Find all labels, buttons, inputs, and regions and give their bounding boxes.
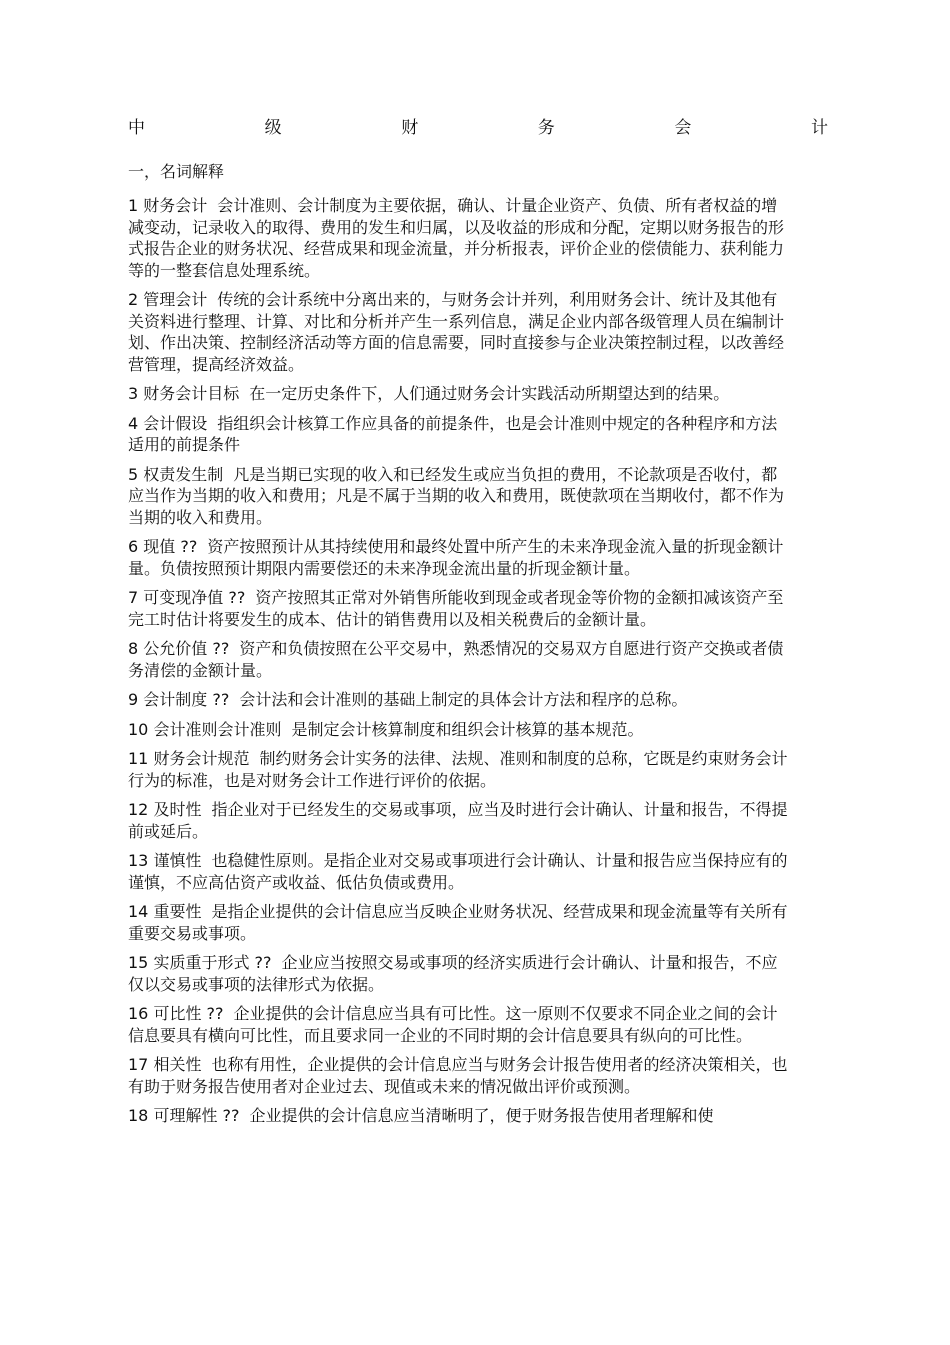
- entry-term: 3 财务会计目标: [128, 384, 240, 403]
- entry-definition: 企业提供的会计信息应当清晰明了，便于财务报告使用者理解和使: [249, 1106, 714, 1125]
- entry-term: 16 可比性 ??: [128, 1004, 224, 1023]
- entry-term: 1 财务会计: [128, 196, 208, 215]
- entry-term: 4 会计假设: [128, 413, 208, 433]
- entry-term: 6 现值 ??: [128, 537, 198, 556]
- definition-entry: [128, 952, 793, 995]
- entry-term: 9 会计制度 ??: [128, 690, 230, 709]
- entry-term: 2 管理会计: [128, 290, 208, 309]
- entry-definition: 在一定历史条件下，人们通过财务会计实践活动所期望达到的结果。: [249, 384, 730, 403]
- title-char: 计: [810, 118, 828, 138]
- entry-definition: 会计法和会计准则的基础上制定的具体会计方法和程序的总称。: [239, 690, 688, 709]
- document-title: [128, 116, 828, 140]
- entry-term: 10 会计准则会计准则: [128, 719, 282, 739]
- definition-entry: [128, 748, 793, 791]
- entry-definition: 指企业对于已经发生的交易或事项，应当及时进行会计确认、计量和报告，不得提前或延后。: [128, 800, 788, 841]
- definition-entry: [128, 901, 793, 944]
- entry-definition: 也稳健性原则。是指企业对交易或事项进行会计确认、计量和报告应当保持应有的谨慎，不应高估资产或收益、低估负债或费用。: [128, 851, 788, 892]
- entry-term: 15 实质重于形式 ??: [128, 953, 272, 972]
- definition-entry: [128, 799, 793, 842]
- entry-definition: 凡是当期已实现的收入和已经发生或应当负担的费用，不论款项是否收付，都应当作为当期的收入和费用；凡是不属于当期的收入和费用，既使款项在当期收付，都不作为当期的收入和费用。: [128, 464, 785, 527]
- title-char: 会: [674, 118, 692, 138]
- entry-term: 14 重要性: [128, 902, 202, 921]
- entry-definition: 资产按照其正常对外销售所能收到现金或者现金等价物的金额扣减该资产至完工时估计将要发生的成本、估计的销售费用以及相关税费后的金额计量。: [128, 588, 784, 629]
- entry-definition: 是指企业提供的会计信息应当反映企业财务状况、经营成果和现金流量等有关所有重要交易或事项。: [128, 902, 788, 943]
- definition-entry: [128, 689, 793, 711]
- entry-definition: 资产按照预计从其持续使用和最终处置中所产生的未来净现金流入量的折现金额计量。负债按照预计期限内需要偿还的未来净现金流出量的折现金额计量。: [128, 537, 784, 578]
- title-char: 级: [264, 118, 282, 138]
- entry-definition: 传统的会计系统中分离出来的，与财务会计并列，利用财务会计、统计及其他有关资料进行整理、计算、对比和分析并产生一系列信息，满足企业内部各级管理人员在编制计划、作出决策、控制经济活动等方面的信息需要，同时直接参与企业决策控制过程，以改善经营管理，提高经济效益。: [128, 290, 785, 374]
- definition-entry: [128, 587, 793, 630]
- definition-entry: [128, 195, 793, 281]
- entry-term: 11 财务会计规范: [128, 749, 250, 768]
- entry-definition: 也称有用性，企业提供的会计信息应当与财务会计报告使用者的经济决策相关，也有助于财务报告使用者对企业过去、现值或未来的情况做出评价或预测。: [128, 1055, 788, 1096]
- entry-definition: 资产和负债按照在公平交易中，熟悉情况的交易双方自愿进行资产交换或者债务清偿的金额计量。: [128, 639, 784, 680]
- definition-entry: [128, 289, 793, 375]
- definition-entry: [128, 383, 793, 405]
- definition-entry: [128, 1105, 793, 1127]
- entry-definition: 指组织会计核算工作应具备的前提条件，也是会计准则中规定的各种程序和方法适用的前提条件: [128, 413, 778, 454]
- entry-term: 8 公允价值 ??: [128, 639, 230, 658]
- entry-definition: 会计准则、会计制度为主要依据，确认、计量企业资产、负债、所有者权益的增减变动，记录收入的取得、费用的发生和归属，以及收益的形成和分配，定期以财务报告的形式报告企业的财务状况、经营成果和现金流量，并分析报表，评价企业的偿债能力、获利能力等的一整套信息处理系统。: [128, 196, 785, 280]
- definition-entry: [128, 1054, 793, 1097]
- definition-entry: [128, 1003, 793, 1046]
- entry-term: 12 及时性: [128, 800, 202, 819]
- definition-entry: [128, 413, 793, 456]
- entry-term: 18 可理解性 ??: [128, 1106, 240, 1125]
- entry-term: 7 可变现净值 ??: [128, 588, 246, 607]
- title-char: 务: [537, 118, 555, 138]
- definition-entry: [128, 719, 793, 741]
- entry-term: 17 相关性: [128, 1055, 202, 1074]
- definition-entry: [128, 464, 793, 529]
- definition-entry: [128, 536, 793, 579]
- entry-definition: 企业应当按照交易或事项的经济实质进行会计确认、计量和报告，不应仅以交易或事项的法律形式为依据。: [128, 953, 778, 994]
- definition-list: [128, 195, 793, 1135]
- title-char: 财: [401, 118, 419, 138]
- entry-term: 13 谨慎性: [128, 851, 202, 870]
- entry-definition: 制约财务会计实务的法律、法规、准则和制度的总称，它既是约束财务会计行为的标准，也是对财务会计工作进行评价的依据。: [128, 749, 788, 790]
- title-char: 中: [128, 118, 145, 138]
- entry-definition: 是制定会计核算制度和组织会计核算的基本规范。: [291, 719, 644, 739]
- definition-entry: [128, 850, 793, 893]
- entry-definition: 企业提供的会计信息应当具有可比性。这一原则不仅要求不同企业之间的会计信息要具有横向可比性，而且要求同一企业的不同时期的会计信息要具有纵向的可比性。: [128, 1004, 778, 1045]
- definition-entry: [128, 638, 793, 681]
- entry-term: 5 权责发生制: [128, 464, 224, 484]
- section-heading: 一，名词解释: [128, 162, 225, 181]
